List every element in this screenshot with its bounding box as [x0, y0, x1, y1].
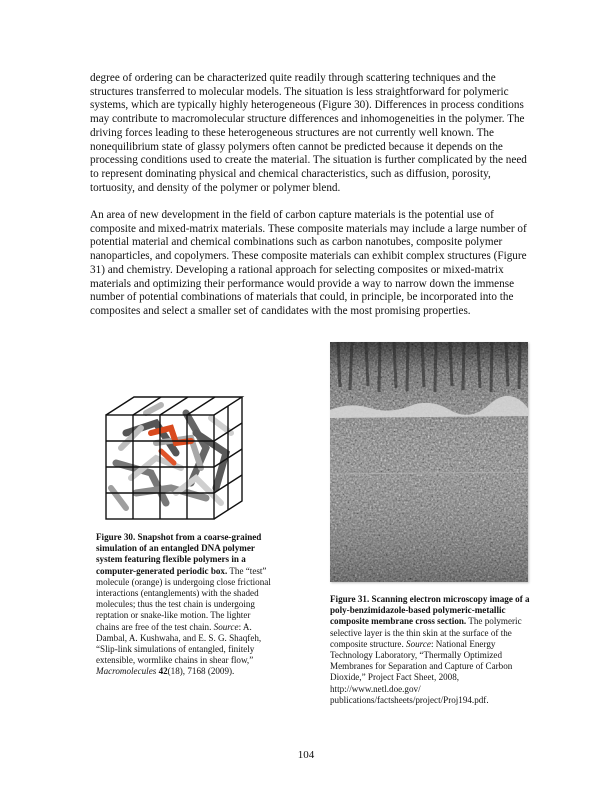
figure-30-caption	[96, 532, 271, 678]
caption-title: Figure 31. Scanning electron microscopy image of a poly-benzimidazole-based polymeric-metallic composite membrane cross section.	[330, 594, 530, 627]
figure-31-caption	[330, 594, 535, 706]
journal-name: Macromolecules	[96, 666, 157, 677]
caption-title: Figure 30. Snapshot from a coarse-grained simulation of an entangled DNA polymer system featuring flexible polymers in a computer-generated periodic box.	[96, 532, 262, 576]
page-number: 104	[297, 749, 315, 761]
body-paragraph: An area of new development in the field of carbon capture materials is the potential use of composite and mixed-matrix materials. These composite materials may include a large number of potential material and chemical combinations such as carbon nanotubes, composite polymer nanoparticles, and copolymers. These composite materials can exhibit complex structures (Figure 31) and chemistry. Developing a rational approach for selecting composites or mixed-matrix materials and optimizing their performance would provide a way to narrow down the immense number of potential combinations of materials that could, in principle, be incorporated into the composites and select a smaller set of candidates with the most promising properties.	[90, 209, 527, 317]
journal-volume: 42	[158, 666, 168, 677]
caption-text: (18), 7168 (2009).	[167, 666, 235, 677]
source-label: Source	[213, 621, 239, 632]
polymer-simulation-image	[96, 393, 248, 525]
body-paragraph: degree of ordering can be characterized quite readily through scattering techniques and the structures transferred to molecular models. The situation is less straightforward for polymeric systems, which are typically highly heterogeneous (Figure 30). Differences in process conditions may contribute to macromolecular structure differences and inhomogeneities in the polymer. The driving forces leading to these heterogeneous structures are not currently well known. The nonequilibrium state of glassy polymers often cannot be predicted because it depends on the processing conditions used to create the material. The situation is further complicated by the need to represent dominating physical and chemical characteristics, such as diffusion, porosity, tortuosity, and density of the polymer or polymer blend.	[90, 72, 527, 194]
caption-text: The polymeric selective layer is the thin skin at the surface of the composite structure.	[330, 616, 522, 649]
source-label: Source	[406, 638, 431, 649]
caption-text: The “test” molecule (orange) is undergoing close frictional interactions (entanglements) with the shaded molecules; thus the test chain is undergoing reptation or snake-like motion. The lighter chains are free of the test chain.	[96, 565, 271, 632]
sem-image	[330, 342, 528, 582]
caption-text: : A. Dambal, A. Kushwaha, and E. S. G. Shaqfeh, “Slip-link simulations of entangled, finitely extensible, wormlike chains in shear flow,”	[96, 621, 262, 666]
caption-text: : National Energy Technology Laboratory, “Thermally Optimized Membranes for Separation and Capture of Carbon Dioxide,” Project Fact Sheet, 2008, http://www.netl.doe.gov/ publications/factsheets/project/Proj194.pdf.	[330, 638, 513, 705]
